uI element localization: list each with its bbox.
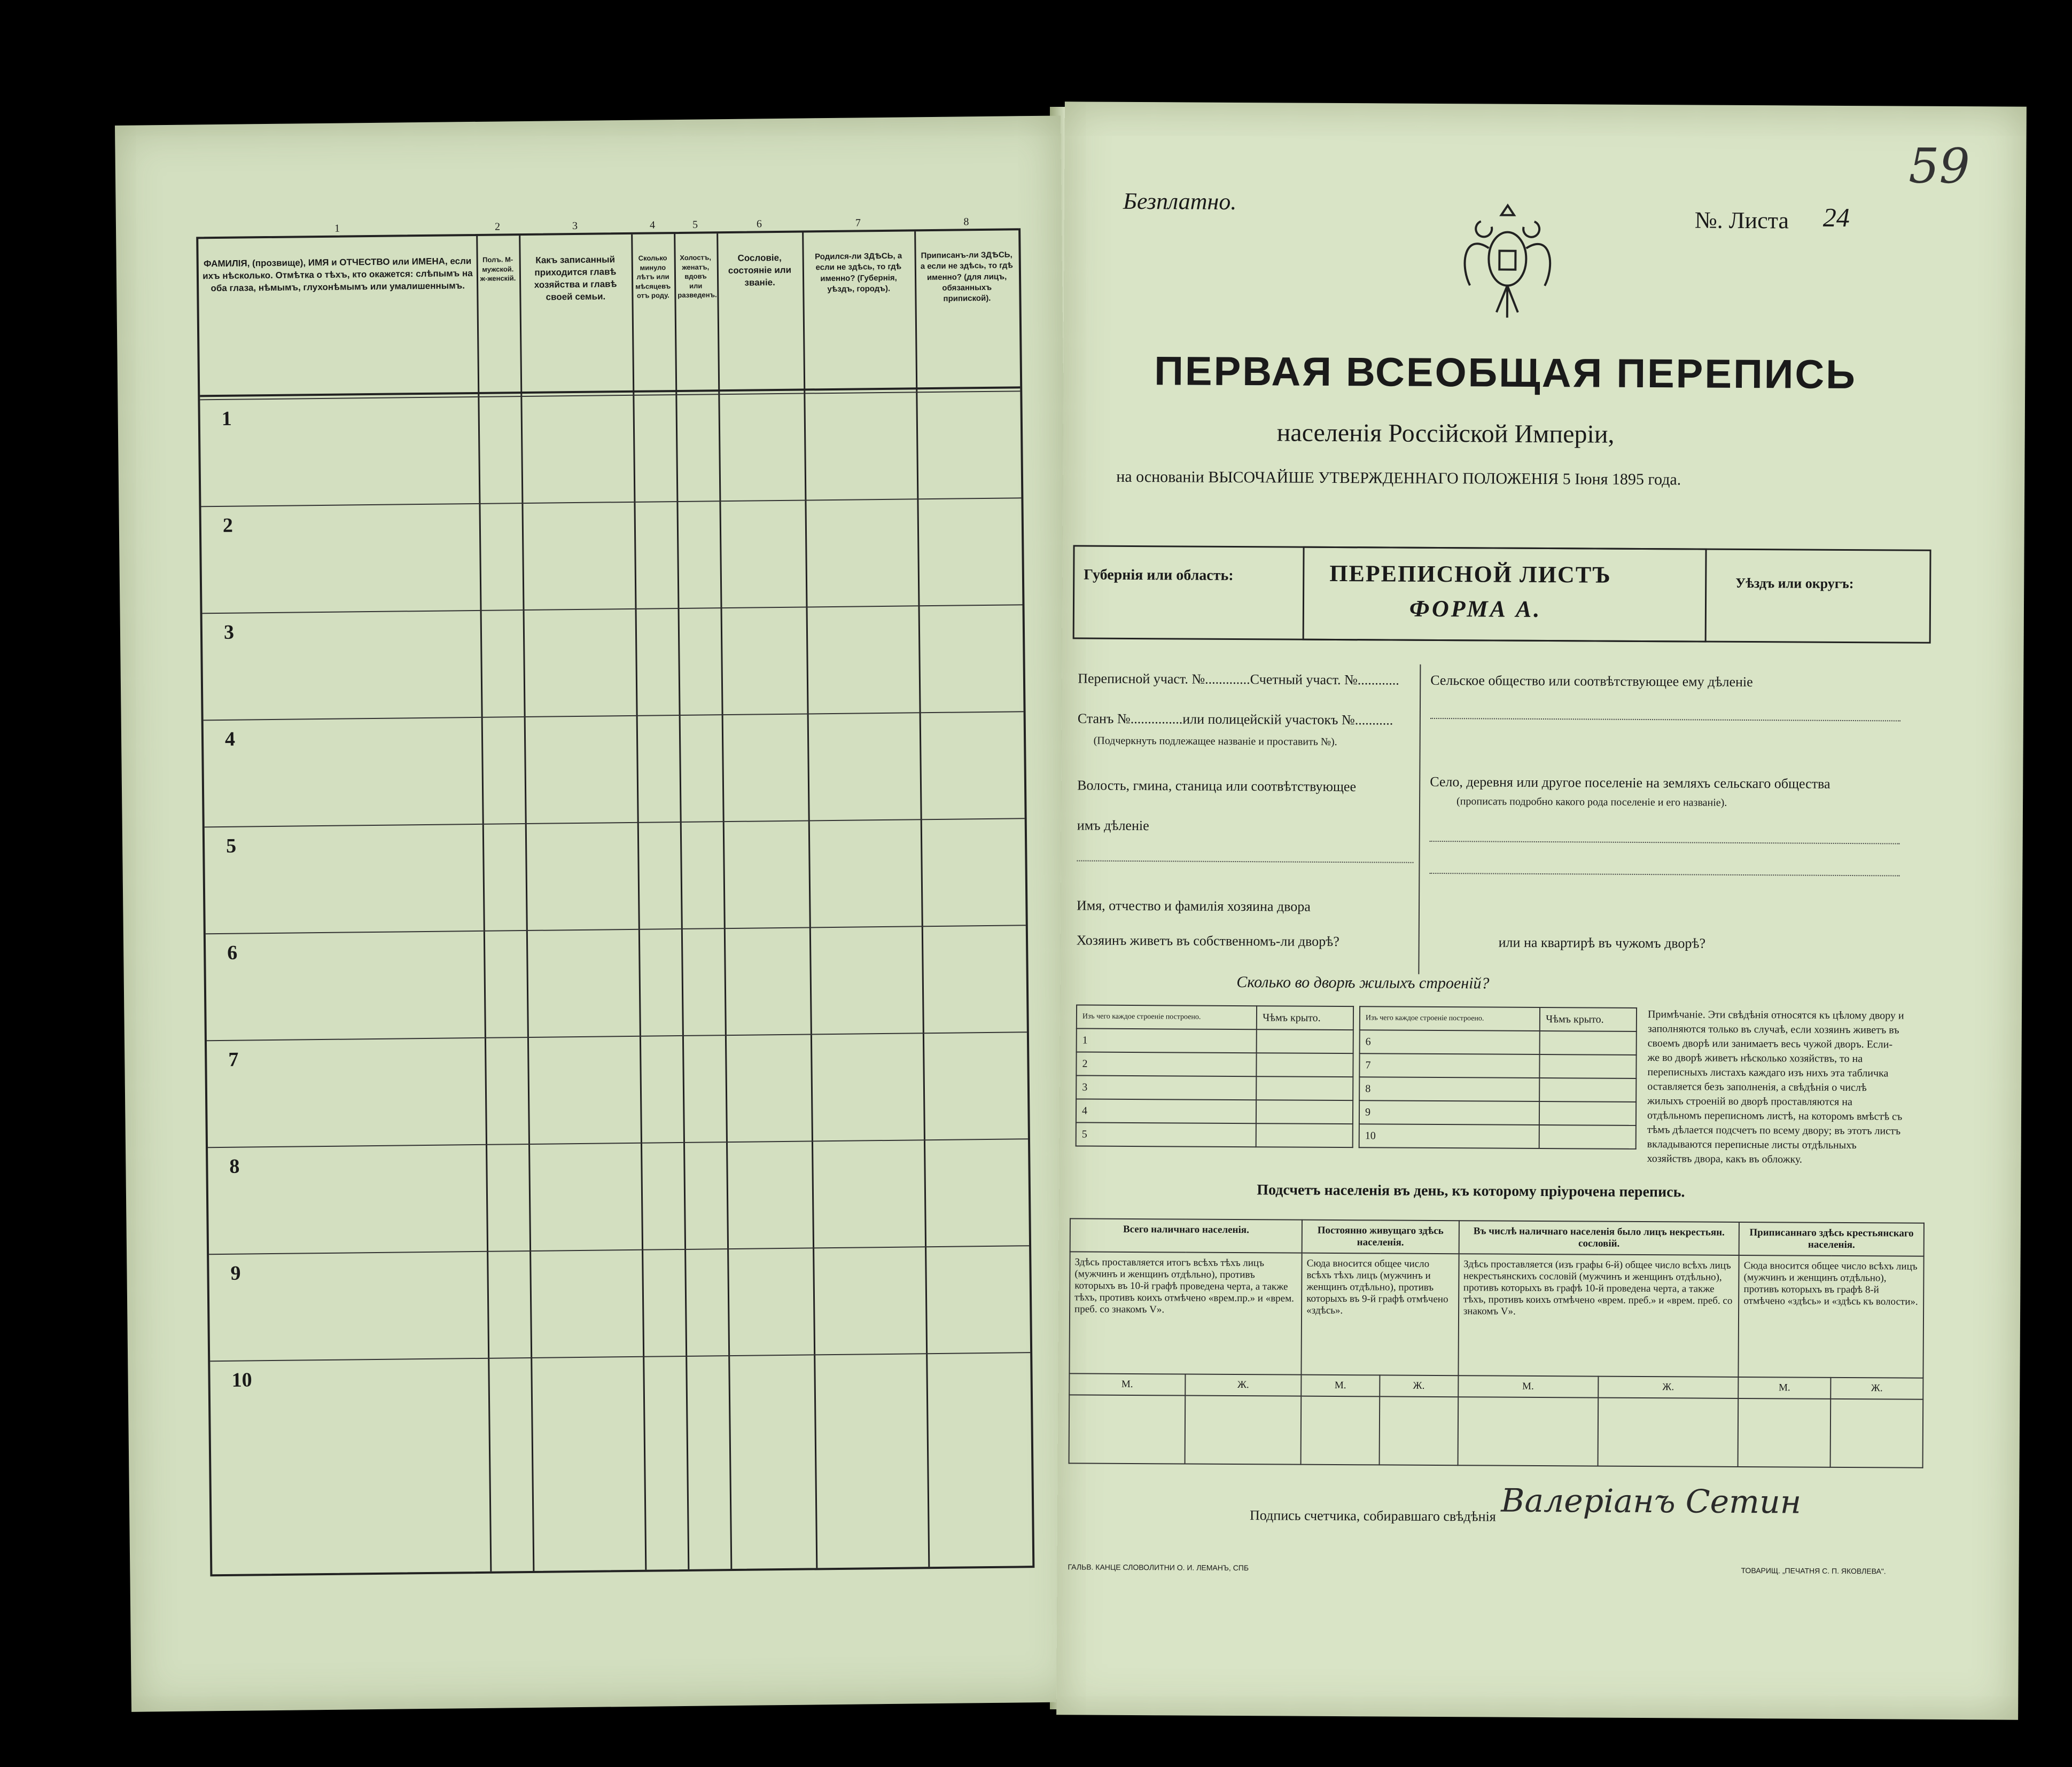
table-row [206,925,1026,934]
table-row [1359,1077,1636,1102]
table-row [209,1245,1029,1255]
count-cell [1379,1396,1458,1465]
column-divider [914,231,930,1567]
table-row [1076,1075,1353,1100]
roof-cell [1539,1078,1636,1102]
header-name: ФАМИЛІЯ, (прозвище), ИМЯ и ОТЧЕСТВО или ИМЕНА, если ихъ нѣсколько. Отмѣтка о тѣхъ, кто окажется: слѣпымъ на оба глаза, нѣмымъ, глухонѣмымъ или умалишеннымъ. [202,256,473,294]
roof-cell [1256,1123,1353,1147]
population-count-table [1069,1218,1925,1468]
count-cell [1185,1396,1301,1465]
count-cell [1069,1395,1185,1464]
roof-cell [1257,1029,1353,1053]
form-title: ПЕРЕПИСНОЙ ЛИСТЪ [1329,560,1611,588]
blank-line [1430,841,1900,845]
column-number: 6 [756,218,762,230]
census-table [196,216,1034,1576]
row-number: 6 [227,941,238,964]
row-number: 2 [222,514,233,537]
row-number: 8 [229,1155,240,1178]
document-title: ПЕРВАЯ ВСЕОБЩАЯ ПЕРЕПИСЬ [1154,348,1857,398]
stan-hint: (Подчеркнуть подлежащее названіе и проставить №). [1093,734,1337,748]
table-row [202,604,1023,614]
column-number: 8 [963,216,969,228]
row-number: 10 [231,1369,252,1391]
village-hint: (прописать подробно какого рода поселеніе и его названіе). [1456,795,1727,809]
population-column-head: Приписаннаго здѣсь крестьянскаго населенія. [1739,1222,1924,1256]
buildings-head-roof: Чѣмъ крыто. [1257,1006,1353,1030]
table-row [201,497,1021,507]
population-column-description: Здѣсь проставляется итогъ всѣхъ тѣхъ лицъ (мужчинъ и женщинъ отдѣльно), противъ которыхъ въ 10-й графѣ проведена черта, а также тѣхъ, противъ коихъ отмѣчено «врем.пр.» и «врем. преб. со знакомъ V». [1069,1252,1302,1374]
counter-signature: Валеріанъ Сетин [1501,1482,1802,1521]
roof-cell [1539,1101,1636,1125]
building-number: 9 [1359,1100,1539,1125]
building-number: 6 [1360,1030,1540,1054]
right-page [1056,101,2027,1719]
field-divider [1418,664,1421,974]
row-number: 4 [224,728,236,750]
village-field: Село, деревня или другое поселеніе на земляхъ сельскаго общества [1430,773,1830,792]
roof-cell [1257,1053,1353,1077]
imperial-eagle-emblem [1454,194,1561,334]
roof-cell [1256,1100,1353,1124]
buildings-head-material: Изъ чего каждое строеніе построено. [1077,1005,1257,1029]
building-number: 1 [1077,1028,1257,1053]
roof-cell [1539,1125,1636,1149]
column-number: 5 [692,218,698,231]
buildings-note: Примѣчаніе. Эти свѣдѣнія относятся къ цѣлому двору и заполняются только въ случаѣ, если хозяинъ живетъ въ своемъ дворѣ или занимаетъ весь чужой дворъ. Если-же во дворѣ живетъ нѣсколько хозяйствъ, то на переписныхъ листахъ каждаго изъ нихъ эта табличка оставляется безъ заполненія, а свѣдѣнія о числѣ жилыхъ строеній во дворѣ проставляются на отдѣльномъ переписномъ листѣ, на которомъ вмѣстѣ съ тѣмъ дѣлается подсчетъ по всему двору; въ этотъ листъ вкладываются переписные листы отдѣльныхъ хозяйствъ двора, какъ въ обложку. [1647,1008,1904,1166]
header-birthplace: Родился-ли ЗДѢСЬ, а если не здѣсь, то гдѣ именно? (Губернія, уѣздъ, городъ). [815,251,902,294]
table-row [207,1031,1027,1041]
female-label: Ж. [1830,1378,1923,1399]
roof-cell [1540,1054,1637,1078]
building-number: 5 [1076,1122,1256,1147]
row-number: 1 [221,407,232,430]
buildings-table-b [1359,1006,1637,1150]
table-row [204,711,1024,721]
roof-cell [1540,1031,1637,1055]
uezd-label: Уѣздъ или округъ: [1735,575,1854,592]
table-row [1360,1030,1637,1055]
population-column-head: Въ числѣ наличнаго населенія было лицъ некрестьян. сословій. [1459,1221,1739,1255]
printer-left: ГАЛЬВ. КАНЦЕ СЛОВОЛИТНИ О. И. ЛЕМАНЪ, СПБ [1068,1562,1249,1573]
or-apartment-field: или на квартирѣ въ чужомъ дворѣ? [1498,934,1706,951]
buildings-head-material: Изъ чего каждое строеніе построено. [1360,1006,1540,1031]
count-cell [1738,1398,1830,1467]
header-sex: Полъ. М-мужской. ж-женскій. [480,255,516,283]
table-row [1076,1052,1353,1077]
count-cell [1598,1398,1738,1467]
building-number: 7 [1359,1053,1539,1078]
column-number: 7 [855,217,861,229]
row-number: 3 [223,621,235,644]
gubernia-label: Губернія или область: [1084,566,1234,584]
building-number: 8 [1359,1077,1539,1101]
table-row [1359,1100,1636,1125]
blank-line [1429,873,1899,877]
column-divider [476,236,492,1571]
column-divider [519,236,534,1571]
column-divider [802,233,817,1568]
table-row [1359,1124,1636,1149]
table-row [1077,1028,1353,1053]
header-registered: Приписанъ-ли ЗДѢСЬ, а если не здѣсь, то гдѣ именно? (для лицъ, обязанныхъ припиской). [920,250,1013,303]
count-cell [1458,1397,1598,1466]
female-label: Ж. [1185,1374,1302,1396]
left-page [115,115,1077,1711]
archive-number: 59 [1909,138,1970,195]
count-cell [1830,1399,1923,1468]
row-number: 9 [230,1262,241,1285]
buildings-table-a [1076,1004,1354,1148]
blank-line [1430,718,1900,722]
document-subtitle-2: на основаніи ВЫСОЧАЙШЕ УТВЕРЖДЕННАГО ПОЛОЖЕНІЯ 5 Іюня 1895 года. [1116,467,1681,489]
volost-division-field: имъ дѣленіе [1077,817,1149,834]
printer-right: ТОВАРИЩ. „ПЕЧАТНЯ С. П. ЯКОВЛЕВА". [1741,1566,1886,1576]
table-row [205,818,1025,827]
owner-lives-field: Хозяинъ живетъ въ собственномъ-ли дворѣ? [1076,932,1339,950]
female-label: Ж. [1598,1377,1739,1398]
male-label: М. [1738,1377,1830,1399]
population-column-head: Всего наличнаго населенія. [1070,1218,1302,1253]
population-column-description: Сюда вносится общее число всѣхъ тѣхъ лицъ (мужчинъ и женщинъ отдѣльно), противъ которыхъ въ 9-й графѣ отмѣчено «здѣсь». [1302,1253,1459,1376]
table-row [1359,1053,1636,1078]
buildings-head-roof: Чѣмъ крыто. [1540,1007,1637,1031]
header-age: Сколько минуло лѣтъ или мѣсяцевъ отъ роду. [635,254,671,300]
column-number: 1 [334,222,340,234]
building-number: 3 [1076,1075,1256,1100]
table-row [1076,1122,1353,1147]
column-divider [631,234,646,1570]
header-relation: Какъ записанный приходится главѣ хозяйства и главѣ своей семьи. [534,254,617,302]
roof-cell [1256,1076,1353,1100]
column-number: 3 [572,220,578,232]
male-label: М. [1301,1375,1380,1397]
population-column-head: Постоянно живущаго здѣсь населенія. [1302,1220,1459,1254]
volost-field: Волость, гмина, станица или соотвѣтствующее [1077,777,1357,795]
blank-line [1077,860,1413,863]
header-marital: Холостъ, женатъ, вдовъ или разведенъ. [677,253,717,300]
column-number: 4 [649,219,656,231]
male-label: М. [1458,1375,1598,1397]
buildings-question: Сколько во дворѣ жилыхъ строеній? [1236,973,1490,992]
population-column-description: Сюда вносится общее число всѣхъ лицъ (мужчинъ и женщинъ отдѣльно), противъ которыхъ въ графѣ 8-й отмѣчено «здѣсь» и «здѣсь къ волости». [1739,1255,1924,1378]
female-label: Ж. [1380,1375,1458,1397]
building-number: 2 [1076,1052,1256,1076]
signature-label: Подпись счетчика, собиравшаго свѣдѣнія [1249,1507,1496,1524]
table-row [208,1138,1028,1148]
column-number: 2 [494,221,501,233]
row-number: 5 [225,834,237,857]
sheet-number-value: 24 [1822,202,1850,233]
building-number: 4 [1076,1099,1256,1123]
header-estate: Сословіе, состояніе или званіе. [728,252,792,288]
count-cell [1301,1396,1380,1465]
table-row [210,1352,1030,1362]
stan-field: Станъ №...............или полицейскій участокъ №........... [1077,710,1393,728]
form-subtitle: ФОРМА А. [1409,595,1542,622]
column-divider [674,234,689,1569]
building-number: 10 [1359,1124,1539,1148]
document-subtitle: населенія Россійской Имперіи, [1276,418,1615,449]
male-label: М. [1069,1373,1185,1395]
table-row [1076,1099,1353,1124]
population-column-description: Здѣсь проставляется (изъ графы 6-й) общее число всѣхъ лицъ некрестьянскихъ сословій (мужчинъ и женщинъ отдѣльно), противъ которыхъ въ графѣ 10-й проведена черта, а также тѣхъ, противъ коихъ отмѣчено «врем. преб.» и «врем. преб. со знакомъ V». [1458,1254,1739,1377]
column-divider [716,233,732,1569]
owner-name-field: Имя, отчество и фамилія хозяина двора [1076,897,1311,914]
village-society-field: Сельское общество или соотвѣтствующее ему дѣленіе [1430,672,1753,690]
population-count-title: Подсчетъ населенія въ день, къ которому пріурочена перепись. [1257,1182,1685,1201]
row-number: 7 [228,1048,239,1071]
sheet-number-label: №. Листа [1694,207,1789,234]
free-label: Безплатно. [1123,187,1237,215]
census-district-field: Переписной участ. №.............Счетный участ. №............ [1078,670,1399,688]
